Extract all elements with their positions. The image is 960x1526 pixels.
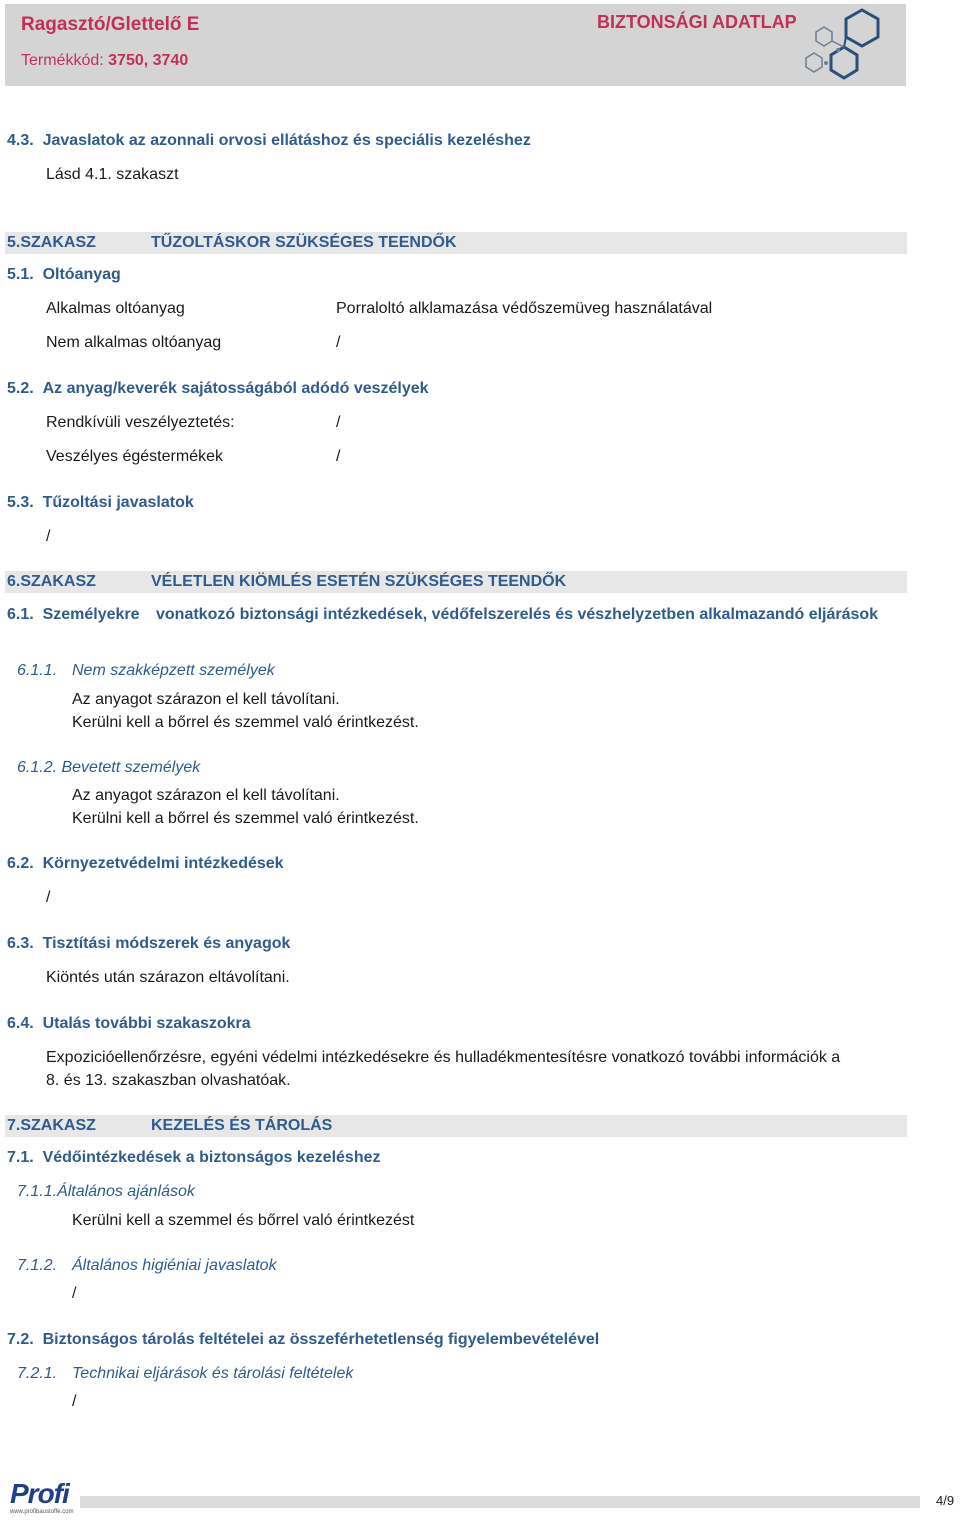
section-7-title: KEZELÉS ÉS TÁROLÁS	[151, 1117, 333, 1134]
unsuitable-extinguisher-value: /	[336, 334, 341, 351]
profi-logo	[10, 1480, 74, 1516]
section-number: 5.2.	[7, 380, 34, 397]
section-number: 7.1.1.	[17, 1183, 58, 1200]
chemical-structure-logo-icon	[800, 5, 890, 85]
section-6-1-2-line2: Kerülni kell a bőrrel és szemmel való érintkezést.	[72, 810, 419, 827]
section-title: Környezetvédelmi intézkedések	[42, 855, 284, 872]
section-7-1-1-heading	[17, 1183, 195, 1201]
section-5-1-heading	[7, 266, 121, 284]
section-title: Biztonságos tárolás feltételei az összeférhetetlenség figyelembevételével	[42, 1331, 600, 1348]
section-number: 7.2.	[7, 1331, 34, 1348]
section-number: 6.1.2.	[17, 759, 58, 776]
section-title-part-a: Személyekre	[42, 606, 140, 623]
section-6-1-1-line1: Az anyagot szárazon el kell távolítani.	[72, 691, 340, 708]
section-number: 6.2.	[7, 855, 34, 872]
section-4-3-heading	[7, 132, 531, 150]
section-6-title: VÉLETLEN KIÖMLÉS ESETÉN SZÜKSÉGES TEENDŐK	[151, 573, 567, 590]
section-title: Utalás további szakaszokra	[42, 1015, 251, 1032]
section-7-2-1-number: 7.2.1.	[17, 1365, 58, 1382]
section-6-1-1-line2: Kerülni kell a bőrrel és szemmel való érintkezést.	[72, 714, 419, 731]
product-code-value: 3750, 3740	[108, 52, 189, 69]
section-title: Általános ajánlások	[57, 1183, 195, 1200]
section-5-label: 5.SZAKASZ	[7, 234, 96, 251]
section-7-1-2-number: 7.1.2.	[17, 1257, 58, 1274]
section-5-title: TŰZOLTÁSKOR SZÜKSÉGES TEENDŐK	[151, 234, 457, 251]
section-title: Az anyag/keverék sajátosságából adódó veszélyek	[42, 380, 429, 397]
section-title: Védőintézkedések a biztonságos kezeléshez	[42, 1149, 381, 1166]
section-6-4-heading	[7, 1015, 251, 1033]
section-6-3-heading	[7, 935, 290, 953]
firefighting-advice-value: /	[46, 528, 51, 545]
footer-bar	[80, 1496, 920, 1508]
product-title: Ragasztó/Glettelő E	[21, 14, 200, 35]
special-hazard-label: Rendkívüli veszélyeztetés:	[46, 414, 235, 431]
section-number: 6.1.	[7, 606, 34, 623]
section-number: 5.1.	[7, 266, 34, 283]
storage-conditions-value: /	[72, 1393, 77, 1410]
general-recommendation-text: Kerülni kell a szemmel és bőrrel való érintkezést	[72, 1212, 415, 1229]
combustion-products-value: /	[336, 448, 341, 465]
section-6-2-heading	[7, 855, 284, 873]
section-6-1-2-heading	[17, 759, 200, 777]
document-title: BIZTONSÁGI ADATLAP	[597, 12, 797, 32]
cleanup-method-text: Kiöntés után szárazon eltávolítani.	[46, 969, 290, 986]
section-5-3-heading	[7, 494, 194, 512]
special-hazard-value: /	[336, 414, 341, 431]
section-number: 4.3.	[7, 132, 34, 149]
section-6-1-title-b: vonatkozó biztonsági intézkedések, védőfelszerelés és vészhelyzetben alkalmazandó eljárások	[156, 606, 879, 623]
section-6-1-1-number: 6.1.1.	[17, 662, 58, 679]
section-title: Tűzoltási javaslatok	[42, 494, 194, 511]
suitable-extinguisher-value: Porraloltó alklamazása védőszemüveg használatával	[336, 300, 713, 317]
section-6-1-2-line1: Az anyagot szárazon el kell távolítani.	[72, 787, 340, 804]
page-number: 4/9	[936, 1493, 955, 1508]
section-7-2-heading	[7, 1331, 599, 1349]
combustion-products-label: Veszélyes égéstermékek	[46, 448, 223, 465]
reference-text-line1: Expozicióellenőrzésre, egyéni védelmi intézkedésekre és hulladékmentesítésre vonatkozó további információk a	[46, 1049, 841, 1066]
section-4-3-text: Lásd 4.1. szakaszt	[46, 166, 179, 183]
section-7-band	[5, 1115, 907, 1137]
reference-text-line2: 8. és 13. szakaszban olvashatóak.	[46, 1072, 291, 1089]
suitable-extinguisher-label: Alkalmas oltóanyag	[46, 300, 185, 317]
section-6-1-heading	[7, 606, 140, 624]
section-number: 6.3.	[7, 935, 34, 952]
section-number: 7.1.	[7, 1149, 34, 1166]
product-code-label: Termékkód:	[21, 52, 104, 69]
section-title: Tisztítási módszerek és anyagok	[42, 935, 291, 952]
product-code	[21, 52, 188, 70]
profi-logo-url: www.profibaustoffe.com	[10, 1509, 74, 1515]
section-7-label: 7.SZAKASZ	[7, 1117, 96, 1134]
section-7-2-1-title: Technikai eljárások és tárolási feltételek	[72, 1365, 354, 1382]
hygiene-advice-value: /	[72, 1285, 77, 1302]
section-7-1-heading	[7, 1149, 380, 1167]
section-number: 5.3.	[7, 494, 34, 511]
section-title: Oltóanyag	[42, 266, 121, 283]
section-number: 6.4.	[7, 1015, 34, 1032]
section-title: Javaslatok az azonnali orvosi ellátáshoz és speciális kezeléshez	[42, 132, 531, 149]
environmental-precautions-value: /	[46, 889, 51, 906]
section-6-1-1-title: Nem szakképzett személyek	[72, 662, 275, 679]
unsuitable-extinguisher-label: Nem alkalmas oltóanyag	[46, 334, 222, 351]
section-5-2-heading	[7, 380, 429, 398]
section-7-1-2-title: Általános higiéniai javaslatok	[72, 1257, 277, 1274]
section-title: Bevetett személyek	[61, 759, 201, 776]
profi-logo-text: Profi	[10, 1478, 69, 1509]
section-6-label: 6.SZAKASZ	[7, 573, 96, 590]
